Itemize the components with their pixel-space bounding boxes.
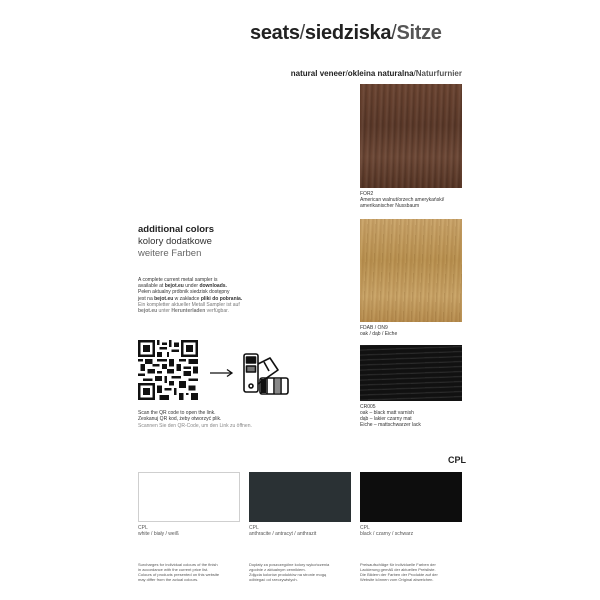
cpl-black-caption [360,525,413,537]
veneer-heading-pl: okleina naturalna [347,69,414,78]
cpl-black-swatch [360,472,462,522]
swatch-name: black / czarny / schwarz [360,531,414,537]
footnote-line: zgodnie z aktualnym cennikiem. [249,567,306,572]
sampler-pl-line: Pełen aktualny próbnik siedzisk dostępny [138,289,230,296]
swatch-name: American walnut/orzech amerykański/ [360,197,445,203]
footnote-line: Colours of products presented on this website [138,572,220,577]
sampler-de-line [138,308,288,314]
cpl-anthracite-caption [249,525,316,537]
text: unter [157,308,172,315]
swatch-name: oak / dąb / Eiche [360,331,398,337]
cpl-white-swatch [138,472,240,522]
swatch-code: CPL [249,525,259,531]
swatch-name: oak – black matt varnish [360,410,414,416]
title-en: seats [250,22,300,44]
swatch-name: amerikanischer Nussbaum [360,203,420,209]
walnut-caption [360,191,444,209]
additional-de: weitere Farben [138,248,202,259]
sampler-en-line: A complete current metal sampler is [138,277,218,283]
arrow-right-icon [210,368,234,378]
qr-code-icon[interactable] [138,340,198,400]
qr-text-en: Scan the QR code to open the link. [138,410,216,416]
veneer-heading [291,69,462,78]
oak-swatch [360,219,462,322]
swatch-name: white / biały / weiß [138,531,179,537]
black-oak-caption [360,404,421,428]
veneer-heading-sep: / [413,69,416,78]
footnote-line: Website können vom Original abweichen. [360,577,434,582]
text: w zakładce [173,295,201,302]
bejot-link[interactable]: bejot.eu [138,308,158,315]
cpl-white-caption [138,525,179,537]
text: under [183,283,200,290]
qr-instructions [138,410,252,429]
title-sep: / [299,22,305,44]
text: verfügbar. [205,308,229,315]
black-oak-swatch [360,345,462,401]
swatch-code: CPL [138,525,148,531]
cpl-heading: CPL [448,455,466,465]
swatch-name: Eiche – mattschwarzer lack [360,422,421,428]
qr-text-de: Scannen Sie den QR-Code, um den Link zu öffnen. [138,422,252,429]
additional-pl: kolory dodatkowe [138,236,212,247]
walnut-swatch [360,84,462,188]
veneer-heading-sep: / [345,69,348,78]
sampler-de-line: Ein kompletter aktueller Metall Sampler ist auf [138,301,240,308]
footnote-line: in accordance with the current price list. [138,567,209,572]
swatch-code: CPL [360,525,370,531]
footnote-line: Lackierung gemäß der aktuellen Preisliste. [360,567,436,572]
text: available at [138,283,165,290]
oak-caption [360,325,397,337]
footnote-line: Die Bildern der Farben der Produkte auf der [360,572,438,577]
swatch-code: FOR2 [360,191,374,197]
title-sep: / [391,22,397,44]
veneer-heading-de: Naturfurnier [415,69,462,78]
footnote-line: Preisaufschläge für individuelle Farben der [360,562,436,567]
footnote-de [360,562,462,582]
footnote-line: Surcharges for individual colours of the finish [138,562,218,567]
swatch-code: CR005 [360,404,376,410]
cpl-anthracite-swatch [249,472,351,522]
title-de: Sitze [396,22,442,44]
downloads-label: Herunterladen [171,308,206,315]
page-title [250,22,442,45]
color-sampler-icon [240,348,292,400]
downloads-label: downloads. [199,283,227,290]
additional-colors-heading [138,224,214,260]
qr-text-pl: Zeskanuj QR kod, żeby otworzyć plik. [138,416,222,423]
title-pl: siedziska [304,22,392,44]
bejot-link[interactable]: bejot.eu [164,283,184,290]
footnote-line: odbiegać od rzeczywistych. [249,577,298,582]
footnote-line: Zdjęcia kolorów produktów na stronie mogą [249,572,327,577]
additional-en: additional colors [138,224,215,235]
downloads-label: pliki do pobrania. [200,295,243,302]
text: jest na [138,295,155,302]
swatch-code: FDAB / ON9 [360,325,388,331]
bejot-link[interactable]: bejot.eu [154,295,174,302]
sampler-paragraph [138,277,288,314]
veneer-heading-en: natural veneer [290,69,346,78]
footnote-line: may differ from the actual colours. [138,577,199,582]
swatch-name: dąb – lakier czarny mat [360,416,412,422]
swatch-name: anthracite / antracyt / anthrazit [249,531,317,537]
footnote-en [138,562,240,582]
footnote-pl [249,562,351,582]
footnote-line: Dopłaty za poszczególne kolory wykończenia [249,562,330,567]
